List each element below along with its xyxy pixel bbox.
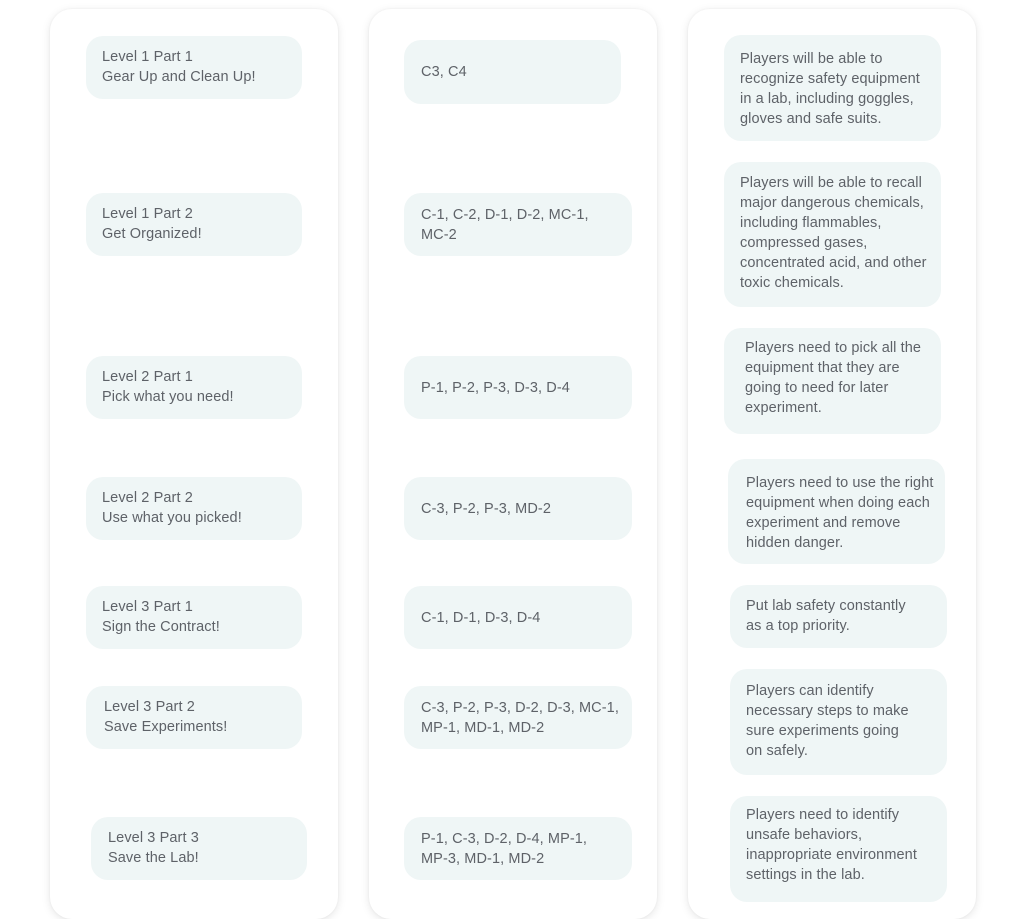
level-title: Level 3 Part 3 xyxy=(108,830,199,846)
level-card xyxy=(91,817,307,880)
level-card xyxy=(86,477,302,540)
level-card xyxy=(86,36,302,99)
objective-card xyxy=(728,459,945,564)
level-subtitle: Gear Up and Clean Up! xyxy=(102,69,256,85)
standards-card xyxy=(404,686,632,749)
level-subtitle: Save Experiments! xyxy=(104,719,228,735)
levels-column xyxy=(50,9,338,919)
objective-text: Players need to identify unsafe behaviors, inappropriate environment settings in the lab. xyxy=(746,807,917,883)
level-subtitle: Use what you picked! xyxy=(102,510,242,526)
standards-text: C-3, P-2, P-3, MD-2 xyxy=(421,500,552,517)
level-title: Level 3 Part 2 xyxy=(104,699,195,715)
objective-text: Players need to use the right equipment when doing each experiment and remove hidden danger. xyxy=(746,475,934,551)
level-title: Level 3 Part 1 xyxy=(102,599,193,615)
objective-card xyxy=(724,328,941,434)
standards-text: C3, C4 xyxy=(421,64,467,80)
level-title: Level 1 Part 1 xyxy=(102,49,193,65)
objectives-column xyxy=(688,9,976,919)
level-card xyxy=(86,193,302,256)
objective-card xyxy=(730,585,947,648)
objective-text: Players can identify necessary steps to make sure experiments going on safely. xyxy=(746,683,909,759)
objective-text: Players will be able to recall major dangerous chemicals, including flammables, compressed gases, concentrated acid, and other toxic chemicals. xyxy=(740,175,927,291)
objective-card xyxy=(730,669,947,775)
standards-card xyxy=(404,193,632,256)
standards-text: C-1, D-1, D-3, D-4 xyxy=(421,609,541,626)
level-card xyxy=(86,356,302,419)
level-title: Level 1 Part 2 xyxy=(102,206,193,222)
level-card xyxy=(86,586,302,649)
level-subtitle: Save the Lab! xyxy=(108,850,199,866)
standards-card xyxy=(404,477,632,540)
objective-card xyxy=(724,162,941,307)
objective-text: Put lab safety constantly as a top priority. xyxy=(746,598,906,634)
level-subtitle: Pick what you need! xyxy=(102,389,234,405)
level-subtitle: Sign the Contract! xyxy=(102,619,220,635)
standards-card xyxy=(404,40,621,104)
level-card xyxy=(86,686,302,749)
standards-text: C-1, C-2, D-1, D-2, MC-1, MC-2 xyxy=(421,206,589,243)
standards-text: P-1, C-3, D-2, D-4, MP-1, MP-3, MD-1, MD-2 xyxy=(421,830,588,867)
objective-card xyxy=(724,35,941,141)
level-subtitle: Get Organized! xyxy=(102,226,202,242)
objective-text: Players need to pick all the equipment that they are going to need for later experiment. xyxy=(745,340,922,416)
standards-card xyxy=(404,356,632,419)
standards-column xyxy=(369,9,657,919)
standards-card xyxy=(404,586,632,649)
level-title: Level 2 Part 1 xyxy=(102,369,193,385)
objective-text: Players will be able to recognize safety equipment in a lab, including goggles, gloves and safe suits. xyxy=(740,51,920,127)
standards-card xyxy=(404,817,632,880)
objective-card xyxy=(730,796,947,902)
level-title: Level 2 Part 2 xyxy=(102,490,193,506)
standards-text: C-3, P-2, P-3, D-2, D-3, MC-1, MP-1, MD-1, MD-2 xyxy=(421,699,619,736)
standards-text: P-1, P-2, P-3, D-3, D-4 xyxy=(421,379,570,396)
